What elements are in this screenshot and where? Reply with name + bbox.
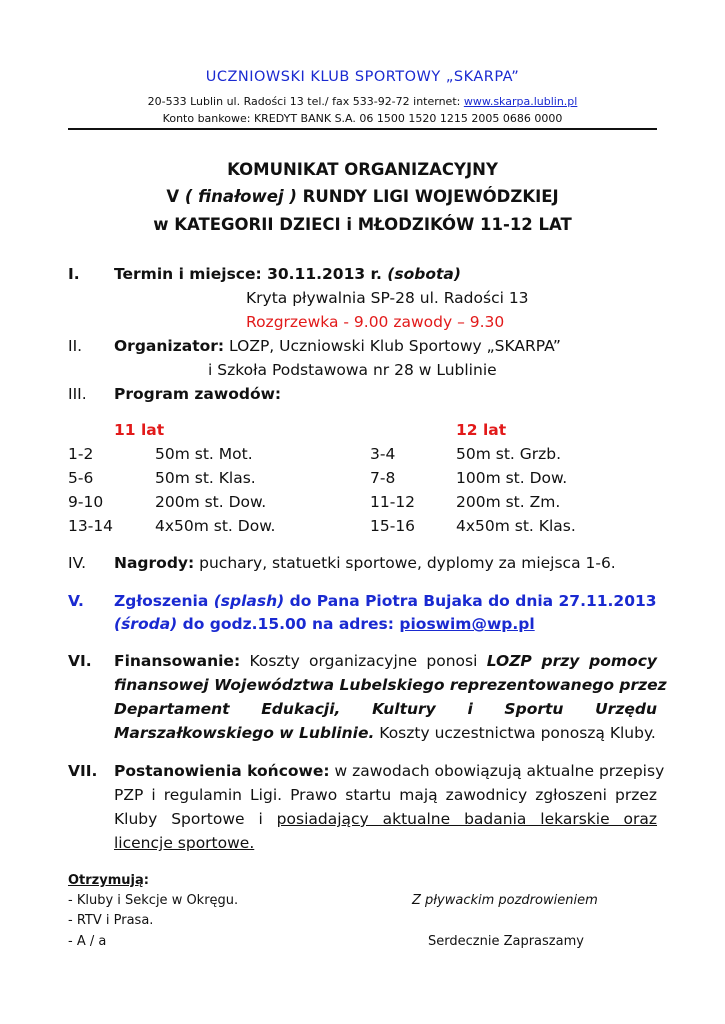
awards-text: puchary, statuetki sportowe, dyplomy za miejsca 1-6. [194,554,616,572]
medical-requirement: posiadający aktualne badania lekarskie oraz [276,810,658,828]
participation-costs: Koszty uczestnictwa ponoszą Kluby. [374,724,656,742]
section-3-number: III. [68,385,87,403]
date-label: Termin i miejsce: 30.11.2013 r. [114,265,388,283]
organizer-line-1 [114,337,561,355]
event-name: 200m st. Dow. [155,493,267,511]
financing-office: Marszałkowskiego w Lublinie. [114,724,375,742]
financing-label: Finansowanie: [114,652,241,670]
financing-line-2: finansowej Województwa Lubelskiego reprezentowanego przez [114,676,667,694]
final-provisions-clubs: Kluby Sportowe i [114,810,277,828]
recipient-item: - RTV i Prasa. [68,913,154,928]
deadline-weekday: (środa) [114,615,178,633]
recipients-heading [68,873,149,888]
age-11-heading: 11 lat [114,421,165,439]
section-1-heading [114,265,461,283]
final-provisions-line-4: licencje sportowe. [114,834,255,852]
event-number: 13-14 [68,517,114,535]
financing-line-3: Departament Edukacji, Kultury i Sportu Urzędu [114,700,657,718]
club-name: UCZNIOWSKI KLUB SPORTOWY „SKARPA” [205,69,520,85]
event-name: 50m st. Grzb. [456,445,562,463]
recipients-colon: : [143,873,149,888]
event-name: 4x50m st. Dow. [155,517,276,535]
final-provisions-label: Postanowienia końcowe: [114,762,330,780]
event-number: 7-8 [370,469,396,487]
registration-deadline: do Pana Piotra Bujaka do dnia 27.11.2013 [284,592,657,610]
header-divider [68,128,657,130]
greeting: Z pływackim pozdrowieniem [412,893,598,908]
financing-line-1 [114,652,657,670]
deadline-time: do godz.15.00 na adres: [177,615,400,633]
section-7-number: VII. [68,762,98,780]
event-number: 5-6 [68,469,94,487]
section-4-number: IV. [68,554,87,572]
warmup-schedule: Rozgrzewka - 9.00 zawody – 9.30 [246,313,505,331]
title-league: RUNDY LIGI WOJEWÓDZKIEJ [296,187,559,206]
title-line-3: w KATEGORII DZIECI i MŁODZIKÓW 11-12 LAT [153,215,572,234]
recipient-item: - Kluby i Sekcje w Okręgu. [68,893,239,908]
final-provisions-line-3 [114,810,657,828]
event-number: 15-16 [370,517,416,535]
title-line-2 [0,187,725,206]
awards-line [114,554,616,572]
event-name: 200m st. Zm. [456,493,561,511]
section-2-number: II. [68,337,83,355]
recipients-label: Otrzymują [68,873,144,888]
recipient-item: - A / a [68,934,107,949]
financing-line-4 [114,724,656,742]
weekday: (sobota) [387,265,461,283]
section-1-number: I. [68,265,80,283]
awards-label: Nagrody: [114,554,195,572]
registration-line-1 [114,592,657,610]
registration-label: Zgłoszenia [114,592,214,610]
venue: Kryta pływalnia SP-28 ul. Radości 13 [246,289,529,307]
organizer-label: Organizator: [114,337,225,355]
registration-system: (splash) [213,592,285,610]
final-provisions-line-1 [114,762,665,780]
final-provisions-line-2: PZP i regulamin Ligi. Prawo startu mają zawodnicy zgłoszeni przez [114,786,657,804]
registration-line-2 [114,615,535,633]
website-link[interactable]: www.skarpa.lublin.pl [463,95,578,108]
event-name: 50m st. Klas. [155,469,256,487]
section-5-number: V. [68,592,84,610]
club-address [0,95,725,108]
title-round-number: V [166,187,185,206]
title-round-type: ( finałowej ) [184,187,297,206]
event-name: 100m st. Dow. [456,469,568,487]
organizer-text: LOZP, Uczniowski Klub Sportowy „SKARPA” [224,337,561,355]
financing-text: Koszty organizacyjne ponosi [240,652,487,670]
event-name: 4x50m st. Klas. [456,517,576,535]
financing-sponsor: LOZP przy pomocy [486,652,657,670]
invitation: Serdecznie Zapraszamy [428,934,584,949]
age-12-heading: 12 lat [456,421,507,439]
bank-account: Konto bankowe: KREDYT BANK S.A. 06 1500 1520 1215 2005 0686 0000 [162,112,563,125]
event-number: 3-4 [370,445,396,463]
section-6-number: VI. [68,652,92,670]
program-label: Program zawodów: [114,385,282,403]
event-name: 50m st. Mot. [155,445,253,463]
organizer-line-2: i Szkoła Podstawowa nr 28 w Lublinie [208,361,497,379]
event-number: 11-12 [370,493,416,511]
address-text: 20-533 Lublin ul. Radości 13 tel./ fax 533-92-72 internet: [147,95,464,108]
event-number: 1-2 [68,445,94,463]
event-number: 9-10 [68,493,104,511]
email-link[interactable]: pioswim@wp.pl [399,615,535,633]
final-provisions-text: w zawodach obowiązują aktualne przepisy [329,762,665,780]
title-line-1: KOMUNIKAT ORGANIZACYJNY [227,160,498,179]
